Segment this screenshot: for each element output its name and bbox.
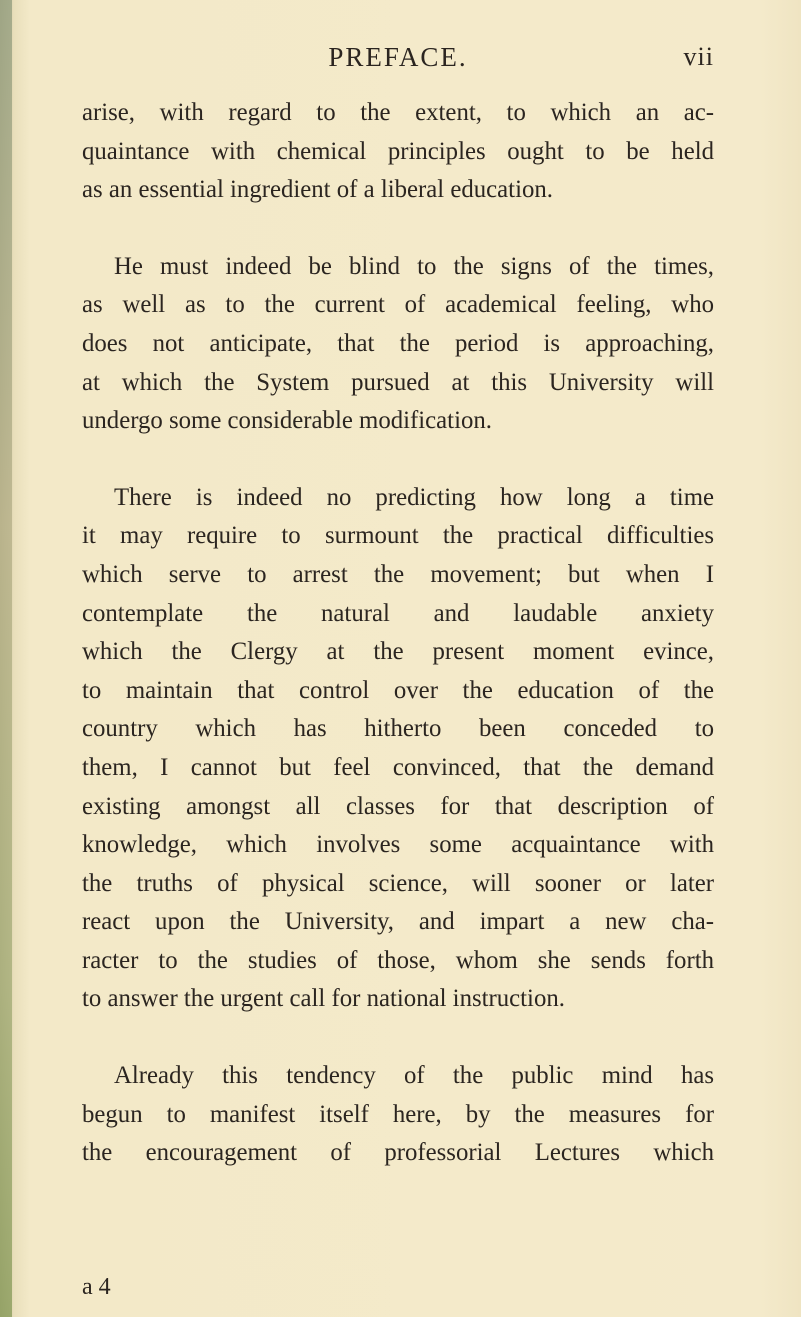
text-line: begun to manifest itself here, by the measures for [82,1100,714,1128]
text-line: country which has hitherto been conceded to [82,715,714,743]
signature-mark [82,1272,714,1302]
text-line: racter to the studies of those, whom she sends forth [82,946,714,974]
page-number: vii [683,42,714,71]
text-line: at which the System pursued at this University will [82,368,714,396]
page-gutter [0,0,12,1317]
running-head-title: PREFACE. [328,42,468,72]
body-text [82,94,714,1173]
text-line: the encouragement of professorial Lectures which [82,1139,714,1167]
paragraph [82,479,714,1019]
signature-mark-text: a 4 [82,1274,111,1300]
paragraph [82,248,714,441]
text-line: contemplate the natural and laudable anxiety [82,599,714,627]
text-line: react upon the University, and impart a new cha- [82,908,714,936]
text-line: Already this tendency of the public mind has [114,1062,714,1090]
text-line: undergo some considerable modification. [82,407,492,435]
text-line: There is indeed no predicting how long a time [114,483,714,511]
text-line: the truths of physical science, will sooner or later [82,869,714,897]
text-line: as well as to the current of academical feeling, who [82,291,714,319]
text-line: existing amongst all classes for that description of [82,792,714,820]
text-line: quaintance with chemical principles ought to be held [82,137,714,165]
running-head [82,42,714,82]
text-line: them, I cannot but feel convinced, that the demand [82,753,714,781]
paragraph [82,94,714,210]
text-line: which serve to arrest the movement; but when I [82,560,714,588]
text-line: arise, with regard to the extent, to which an ac- [82,99,714,126]
text-line: which the Clergy at the present moment evince, [82,638,714,666]
text-line: it may require to surmount the practical difficulties [82,522,714,550]
text-line: as an essential ingredient of a liberal education. [82,176,553,204]
text-line: knowledge, which involves some acquaintance with [82,831,714,859]
paragraph [82,1057,714,1173]
text-line: to maintain that control over the education of the [82,676,714,704]
text-line: He must indeed be blind to the signs of the times, [114,252,714,280]
text-line: to answer the urgent call for national instruction. [82,985,565,1013]
text-line: does not anticipate, that the period is approaching, [82,329,714,357]
